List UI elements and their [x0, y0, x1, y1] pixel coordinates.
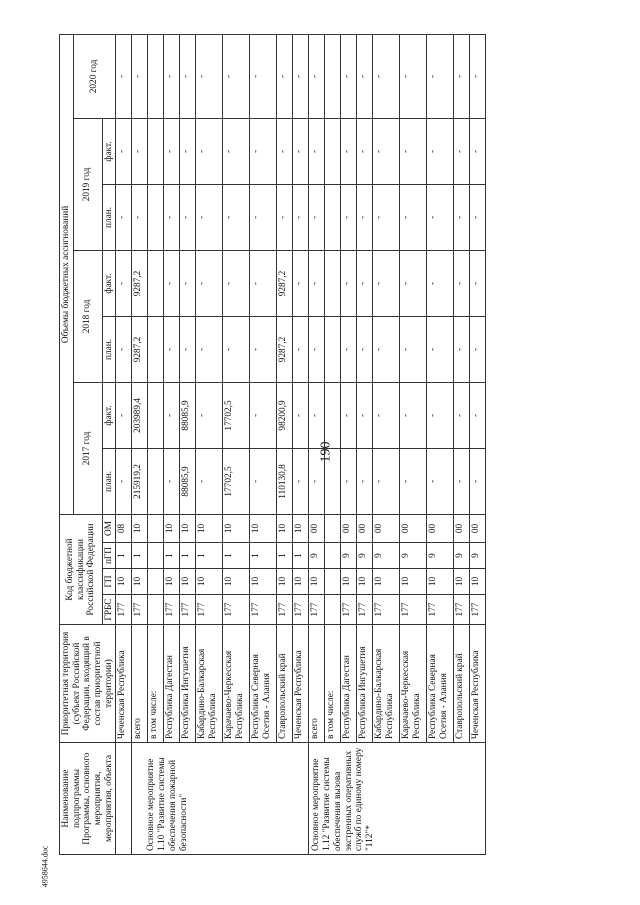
- cell-fact-2019: -: [116, 118, 132, 184]
- cell-year-2020: -: [116, 34, 132, 118]
- header-pgp: пГП: [102, 543, 116, 569]
- cell-om: 00: [470, 514, 486, 542]
- header-kbk: Код бюджетной классификации Российской Федерации: [60, 514, 103, 624]
- cell-grbs: 177: [357, 595, 373, 625]
- header-fact-2018: факт.: [102, 250, 116, 316]
- cell-plan-2017: [325, 448, 341, 514]
- cell-territory: Чеченская Республика: [470, 625, 486, 743]
- cell-gp: 10: [132, 569, 148, 595]
- table-row: [148, 34, 164, 854]
- cell-grbs: 177: [470, 595, 486, 625]
- cell-year-2020: -: [357, 34, 373, 118]
- table-row: [164, 34, 180, 854]
- header-2019: 2019 год: [73, 118, 102, 250]
- cell-territory: Кабардино-Балкарская Республика: [196, 625, 223, 743]
- cell-plan-2017: -: [373, 448, 400, 514]
- cell-year-2020: -: [180, 34, 196, 118]
- cell-plan-2017: -: [357, 448, 373, 514]
- cell-fact-2018: -: [309, 250, 325, 316]
- cell-plan-2018: 9287,2: [132, 316, 148, 382]
- row-label-empty: [116, 743, 132, 855]
- cell-plan-2017: -: [470, 448, 486, 514]
- table-row: [277, 34, 293, 854]
- cell-year-2020: -: [470, 34, 486, 118]
- table-row: [293, 34, 309, 854]
- table-row: [132, 34, 148, 854]
- cell-fact-2017: 17702,5: [223, 382, 250, 448]
- header-grbs: ГРБС: [102, 595, 116, 625]
- cell-pgp: 1: [132, 543, 148, 569]
- cell-year-2020: -: [277, 34, 293, 118]
- cell-fact-2019: -: [164, 118, 180, 184]
- cell-year-2020: -: [223, 34, 250, 118]
- cell-territory: всего: [132, 625, 148, 743]
- cell-om: 00: [400, 514, 427, 542]
- cell-grbs: 177: [223, 595, 250, 625]
- cell-pgp: 9: [400, 543, 427, 569]
- cell-pgp: [325, 543, 341, 569]
- cell-gp: 10: [196, 569, 223, 595]
- cell-fact-2018: 9287,2: [277, 250, 293, 316]
- cell-grbs: 177: [427, 595, 454, 625]
- cell-fact-2017: -: [196, 382, 223, 448]
- cell-gp: 10: [341, 569, 357, 595]
- table-row: [400, 34, 427, 854]
- cell-gp: [325, 569, 341, 595]
- cell-plan-2018: -: [400, 316, 427, 382]
- cell-plan-2019: -: [373, 184, 400, 250]
- cell-plan-2018: -: [373, 316, 400, 382]
- table-row: [325, 34, 341, 854]
- cell-gp: 10: [180, 569, 196, 595]
- cell-fact-2019: -: [427, 118, 454, 184]
- cell-year-2020: -: [400, 34, 427, 118]
- cell-om: [325, 514, 341, 542]
- cell-plan-2017: 88085,9: [180, 448, 196, 514]
- cell-year-2020: -: [132, 34, 148, 118]
- cell-plan-2019: -: [470, 184, 486, 250]
- cell-plan-2019: [148, 184, 164, 250]
- cell-om: 00: [427, 514, 454, 542]
- cell-om: 00: [373, 514, 400, 542]
- cell-territory: Карачаево-Черкесская Республика: [223, 625, 250, 743]
- cell-plan-2017: -: [116, 448, 132, 514]
- cell-fact-2019: -: [196, 118, 223, 184]
- cell-fact-2018: [325, 250, 341, 316]
- cell-fact-2017: -: [427, 382, 454, 448]
- cell-territory: Республика Северная Осетия - Алания: [427, 625, 454, 743]
- cell-fact-2018: -: [427, 250, 454, 316]
- cell-grbs: 177: [250, 595, 277, 625]
- cell-fact-2019: -: [454, 118, 470, 184]
- cell-om: 10: [196, 514, 223, 542]
- header-2017: 2017 год: [73, 382, 102, 514]
- cell-fact-2018: -: [341, 250, 357, 316]
- cell-fact-2019: -: [470, 118, 486, 184]
- cell-gp: 10: [293, 569, 309, 595]
- cell-fact-2019: -: [277, 118, 293, 184]
- cell-grbs: 177: [277, 595, 293, 625]
- budget-table: [59, 34, 486, 855]
- cell-om: 00: [309, 514, 325, 542]
- cell-fact-2018: [148, 250, 164, 316]
- cell-fact-2019: -: [400, 118, 427, 184]
- cell-plan-2017: -: [400, 448, 427, 514]
- cell-fact-2018: -: [196, 250, 223, 316]
- cell-territory: Республика Северная Осетия - Алания: [250, 625, 277, 743]
- cell-pgp: 9: [454, 543, 470, 569]
- cell-plan-2019: -: [454, 184, 470, 250]
- cell-plan-2018: -: [250, 316, 277, 382]
- cell-fact-2017: 203989,4: [132, 382, 148, 448]
- header-territory: Приоритетная территория (субъект Российской Федерации, входящий в состав приоритетной территории): [60, 625, 116, 743]
- cell-plan-2019: -: [293, 184, 309, 250]
- table-row: [116, 34, 132, 854]
- cell-fact-2017: -: [309, 382, 325, 448]
- cell-fact-2017: -: [373, 382, 400, 448]
- cell-fact-2018: -: [400, 250, 427, 316]
- cell-fact-2019: -: [250, 118, 277, 184]
- cell-fact-2019: [325, 118, 341, 184]
- cell-territory: Республика Ингушетия: [357, 625, 373, 743]
- cell-territory: Кабардино-Балкарская Республика: [373, 625, 400, 743]
- cell-plan-2018: -: [180, 316, 196, 382]
- cell-grbs: 177: [164, 595, 180, 625]
- document-id: 4958644.doc: [40, 845, 50, 888]
- cell-plan-2018: [325, 316, 341, 382]
- cell-pgp: 1: [116, 543, 132, 569]
- cell-gp: 10: [277, 569, 293, 595]
- cell-plan-2018: [148, 316, 164, 382]
- header-2020: 2020 год: [73, 34, 116, 118]
- cell-year-2020: [325, 34, 341, 118]
- cell-fact-2019: -: [357, 118, 373, 184]
- table-row: [250, 34, 277, 854]
- cell-grbs: [148, 595, 164, 625]
- cell-fact-2017: -: [400, 382, 427, 448]
- cell-territory: Ставропольский край: [454, 625, 470, 743]
- cell-fact-2018: -: [180, 250, 196, 316]
- cell-om: 10: [132, 514, 148, 542]
- cell-grbs: 177: [309, 595, 325, 625]
- cell-om: 00: [454, 514, 470, 542]
- cell-fact-2019: -: [309, 118, 325, 184]
- cell-fact-2018: -: [116, 250, 132, 316]
- cell-pgp: 9: [373, 543, 400, 569]
- block-name-1-12: Основное мероприятие 1.12 "Развитие системы обеспечения вызова экстренных оперативных служб по единому номеру "112"*: [309, 743, 486, 855]
- cell-gp: 10: [223, 569, 250, 595]
- cell-territory: Чеченская Республика: [116, 625, 132, 743]
- cell-plan-2019: -: [309, 184, 325, 250]
- cell-om: 10: [250, 514, 277, 542]
- cell-pgp: 1: [164, 543, 180, 569]
- cell-plan-2019: -: [116, 184, 132, 250]
- cell-plan-2019: -: [196, 184, 223, 250]
- cell-plan-2019: -: [223, 184, 250, 250]
- cell-grbs: 177: [116, 595, 132, 625]
- cell-plan-2019: -: [164, 184, 180, 250]
- cell-fact-2017: -: [470, 382, 486, 448]
- cell-plan-2017: -: [196, 448, 223, 514]
- cell-plan-2018: -: [341, 316, 357, 382]
- cell-grbs: 177: [132, 595, 148, 625]
- cell-plan-2017: 110130,8: [277, 448, 293, 514]
- cell-gp: 10: [373, 569, 400, 595]
- cell-om: 00: [357, 514, 373, 542]
- cell-grbs: 177: [400, 595, 427, 625]
- cell-grbs: 177: [373, 595, 400, 625]
- cell-pgp: 1: [180, 543, 196, 569]
- cell-pgp: 1: [196, 543, 223, 569]
- header-plan-2018: план.: [102, 316, 116, 382]
- cell-gp: 10: [454, 569, 470, 595]
- cell-plan-2017: -: [309, 448, 325, 514]
- cell-pgp: 1: [250, 543, 277, 569]
- header-fact-2017: факт.: [102, 382, 116, 448]
- cell-plan-2019: -: [427, 184, 454, 250]
- cell-plan-2017: [148, 448, 164, 514]
- cell-pgp: 9: [341, 543, 357, 569]
- rotated-page: [59, 35, 599, 855]
- cell-grbs: 177: [454, 595, 470, 625]
- cell-om: 10: [164, 514, 180, 542]
- cell-plan-2018: -: [116, 316, 132, 382]
- cell-pgp: 9: [427, 543, 454, 569]
- cell-grbs: 177: [180, 595, 196, 625]
- header-name: Наименование подпрограммы Программы, основного мероприятия, мероприятия, объекта: [60, 743, 116, 855]
- header-om: ОМ: [102, 514, 116, 542]
- cell-fact-2018: -: [164, 250, 180, 316]
- cell-year-2020: -: [196, 34, 223, 118]
- cell-fact-2019: [148, 118, 164, 184]
- header-gp: ГП: [102, 569, 116, 595]
- cell-plan-2017: -: [250, 448, 277, 514]
- cell-year-2020: -: [454, 34, 470, 118]
- cell-fact-2019: -: [223, 118, 250, 184]
- cell-plan-2018: -: [196, 316, 223, 382]
- cell-plan-2018: -: [357, 316, 373, 382]
- cell-year-2020: -: [341, 34, 357, 118]
- table-row: [223, 34, 250, 854]
- cell-plan-2018: -: [470, 316, 486, 382]
- cell-fact-2017: 88085,9: [180, 382, 196, 448]
- cell-om: 08: [116, 514, 132, 542]
- header-2018: 2018 год: [73, 250, 102, 382]
- table-body: [116, 34, 486, 854]
- cell-fact-2018: -: [373, 250, 400, 316]
- cell-om: 10: [180, 514, 196, 542]
- cell-plan-2017: 17702,5: [223, 448, 250, 514]
- cell-gp: 10: [116, 569, 132, 595]
- cell-plan-2018: -: [427, 316, 454, 382]
- cell-fact-2017: -: [250, 382, 277, 448]
- cell-fact-2019: -: [132, 118, 148, 184]
- cell-grbs: 177: [341, 595, 357, 625]
- cell-year-2020: [148, 34, 164, 118]
- cell-plan-2019: -: [132, 184, 148, 250]
- cell-plan-2018: -: [223, 316, 250, 382]
- table-row: [454, 34, 470, 854]
- cell-fact-2019: -: [341, 118, 357, 184]
- table-row: [357, 34, 373, 854]
- cell-territory: в том числе:: [325, 625, 341, 743]
- cell-gp: 10: [470, 569, 486, 595]
- cell-gp: 10: [400, 569, 427, 595]
- table-row: [341, 34, 357, 854]
- cell-year-2020: -: [373, 34, 400, 118]
- cell-fact-2017: -: [341, 382, 357, 448]
- cell-territory: Республика Дагестан: [164, 625, 180, 743]
- header-plan-2017: план.: [102, 448, 116, 514]
- cell-fact-2018: -: [357, 250, 373, 316]
- cell-om: [148, 514, 164, 542]
- cell-plan-2018: -: [164, 316, 180, 382]
- cell-territory: Республика Ингушетия: [180, 625, 196, 743]
- cell-territory: Республика Дагестан: [341, 625, 357, 743]
- table-row: [427, 34, 454, 854]
- cell-pgp: 1: [277, 543, 293, 569]
- cell-fact-2017: -: [293, 382, 309, 448]
- cell-fact-2017: -: [454, 382, 470, 448]
- header-budget: Объемы бюджетных ассигнований: [60, 34, 74, 514]
- cell-plan-2017: 215919,2: [132, 448, 148, 514]
- cell-pgp: 1: [293, 543, 309, 569]
- table-row: [309, 34, 325, 854]
- cell-plan-2019: -: [180, 184, 196, 250]
- cell-year-2020: -: [164, 34, 180, 118]
- cell-gp: 10: [164, 569, 180, 595]
- cell-plan-2018: 9287,2: [277, 316, 293, 382]
- cell-om: 10: [223, 514, 250, 542]
- cell-fact-2019: -: [293, 118, 309, 184]
- cell-gp: 10: [250, 569, 277, 595]
- cell-fact-2017: 98200,9: [277, 382, 293, 448]
- cell-plan-2019: -: [400, 184, 427, 250]
- cell-year-2020: -: [427, 34, 454, 118]
- cell-territory: всего: [309, 625, 325, 743]
- cell-plan-2018: -: [309, 316, 325, 382]
- table-row: [470, 34, 486, 854]
- header-fact-2019: факт.: [102, 118, 116, 184]
- cell-plan-2017: -: [454, 448, 470, 514]
- cell-territory: в том числе:: [148, 625, 164, 743]
- cell-fact-2017: -: [164, 382, 180, 448]
- cell-fact-2017: [325, 382, 341, 448]
- cell-plan-2018: -: [293, 316, 309, 382]
- header-plan-2019: план.: [102, 184, 116, 250]
- cell-plan-2019: -: [357, 184, 373, 250]
- block-name-1-10: Основное мероприятие 1.10 "Развитие системы обеспечения пожарной безопасности": [132, 743, 309, 855]
- cell-grbs: [325, 595, 341, 625]
- cell-plan-2019: -: [250, 184, 277, 250]
- cell-gp: [148, 569, 164, 595]
- table-row: [196, 34, 223, 854]
- table-row: [180, 34, 196, 854]
- cell-gp: 10: [309, 569, 325, 595]
- cell-fact-2017: [148, 382, 164, 448]
- cell-gp: 10: [357, 569, 373, 595]
- page-number: 190: [318, 441, 334, 463]
- cell-om: 10: [293, 514, 309, 542]
- cell-plan-2017: -: [293, 448, 309, 514]
- cell-om: 00: [341, 514, 357, 542]
- cell-fact-2018: 9287,2: [132, 250, 148, 316]
- cell-fact-2018: -: [293, 250, 309, 316]
- cell-pgp: 9: [357, 543, 373, 569]
- cell-plan-2017: -: [427, 448, 454, 514]
- cell-plan-2017: -: [341, 448, 357, 514]
- cell-plan-2018: -: [454, 316, 470, 382]
- cell-om: 10: [277, 514, 293, 542]
- cell-grbs: 177: [293, 595, 309, 625]
- cell-pgp: 9: [309, 543, 325, 569]
- cell-fact-2018: -: [470, 250, 486, 316]
- cell-territory: Чеченская Республика: [293, 625, 309, 743]
- cell-grbs: 177: [196, 595, 223, 625]
- cell-territory: Ставропольский край: [277, 625, 293, 743]
- cell-fact-2017: -: [116, 382, 132, 448]
- cell-plan-2019: -: [341, 184, 357, 250]
- cell-plan-2017: -: [164, 448, 180, 514]
- cell-pgp: [148, 543, 164, 569]
- cell-fact-2019: -: [373, 118, 400, 184]
- cell-territory: Карачаево-Черкесская Республика: [400, 625, 427, 743]
- cell-year-2020: -: [293, 34, 309, 118]
- cell-fact-2019: -: [180, 118, 196, 184]
- cell-fact-2018: -: [454, 250, 470, 316]
- cell-fact-2017: -: [357, 382, 373, 448]
- cell-pgp: 1: [223, 543, 250, 569]
- cell-year-2020: -: [309, 34, 325, 118]
- cell-gp: 10: [427, 569, 454, 595]
- cell-year-2020: -: [250, 34, 277, 118]
- cell-pgp: 9: [470, 543, 486, 569]
- cell-plan-2019: -: [277, 184, 293, 250]
- cell-plan-2019: [325, 184, 341, 250]
- cell-fact-2018: -: [223, 250, 250, 316]
- cell-fact-2018: -: [250, 250, 277, 316]
- table-row: [373, 34, 400, 854]
